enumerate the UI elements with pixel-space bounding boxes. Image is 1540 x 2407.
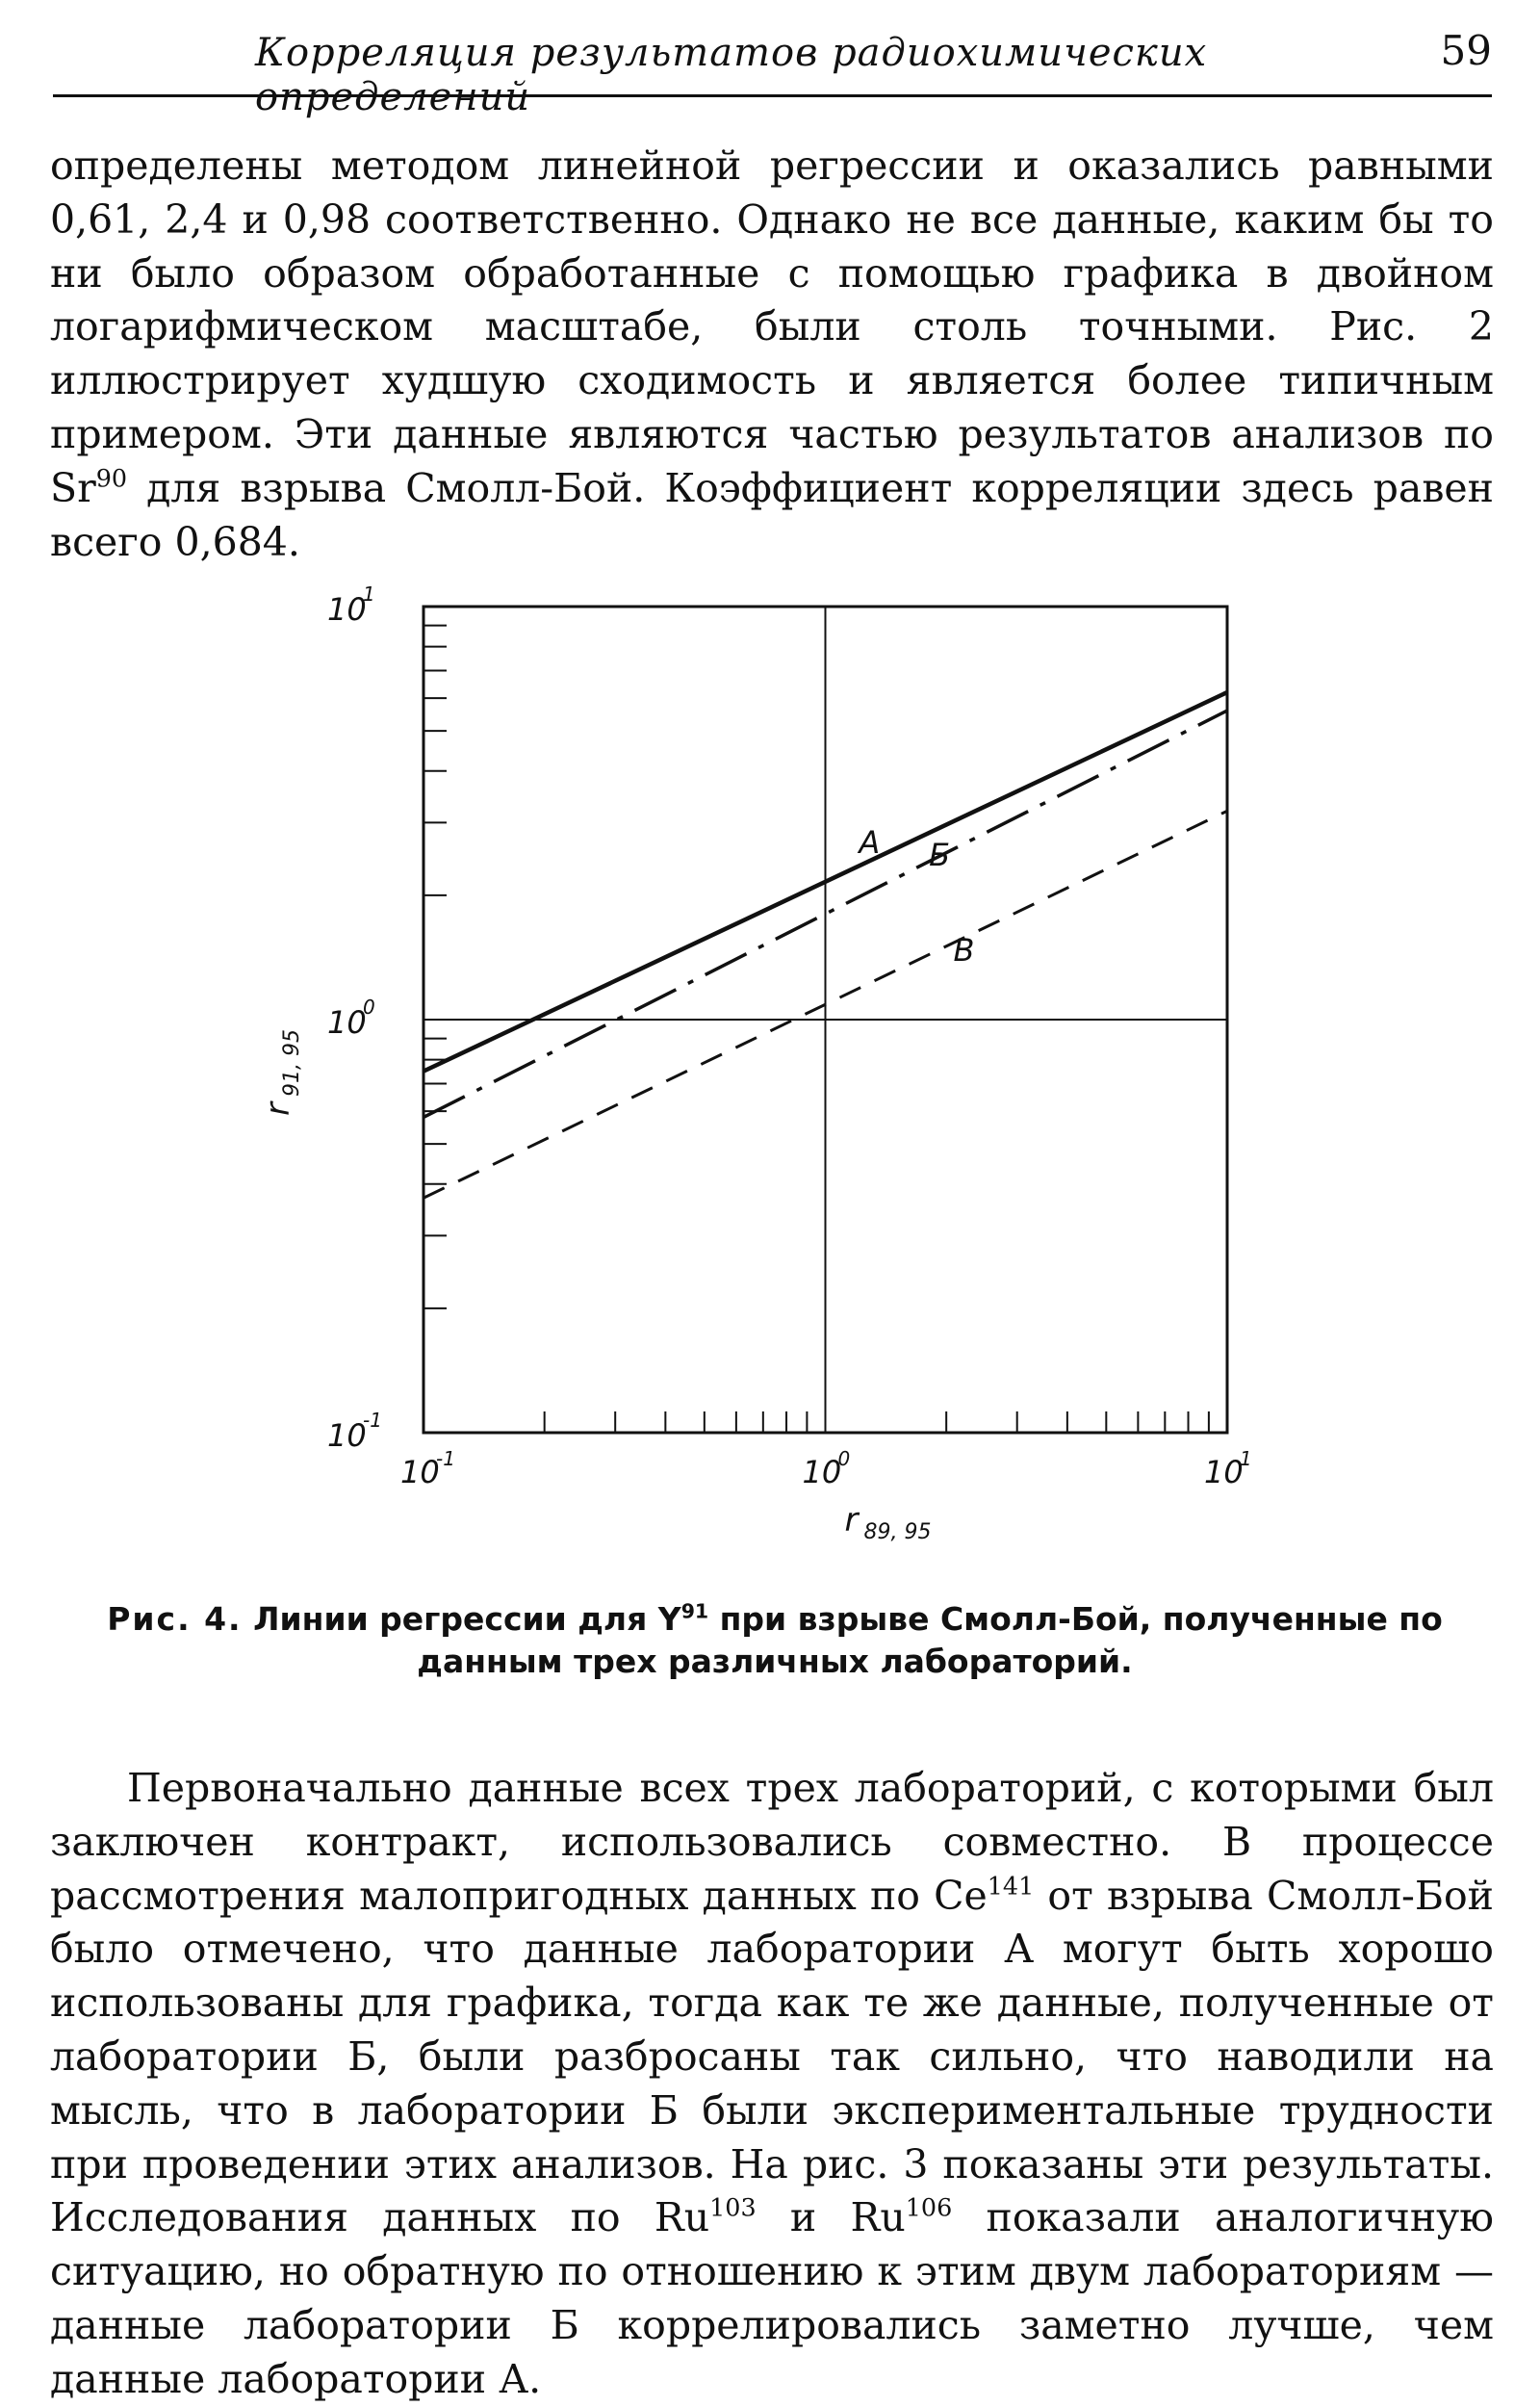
y-tick-exponent: 0 bbox=[363, 996, 375, 1019]
series-label-1: А bbox=[859, 824, 881, 862]
y-axis-label-subscript: 91, 95 bbox=[280, 1029, 304, 1097]
body-paragraph-2 bbox=[50, 1762, 1494, 2407]
figure-caption bbox=[58, 1598, 1492, 1683]
running-title: Корреляция результатов радиохимических определений bbox=[255, 31, 1208, 119]
x-tick-exponent: 1 bbox=[1240, 1447, 1252, 1470]
paragraph-text: и Ru bbox=[756, 2194, 906, 2241]
paragraph-text: определены методом линейной регрессии и оказались равными 0,61, 2,4 и 0,98 соответственно. Однако не все данные, каким бы то ни было образом обработанные с помощью графика в двойном логарифмическом масштабе, были столь точными. Рис. 2 иллюстрирует худшую сходимость и является более типичным примером. Эти данные являются частью результатов анализов по Sr bbox=[50, 142, 1494, 511]
paragraph-text: для взрыва Смолл-Бой. Коэффициент корреляции здесь равен всего 0,684. bbox=[50, 464, 1494, 565]
figure-number: Рис. 4. bbox=[107, 1600, 243, 1638]
superscript-isotope: 141 bbox=[987, 1870, 1035, 1900]
page-header bbox=[53, 27, 1492, 119]
series-label-3: В bbox=[953, 931, 975, 969]
paragraph-text: показали аналогичную ситуацию, но обратную по отношению к этим двум лабораториям — данные лаборатории Б коррелировались заметно лучше, чем данные лаборатории А. bbox=[50, 2194, 1495, 2402]
caption-superscript: 91 bbox=[680, 1599, 709, 1623]
x-axis-label: r bbox=[844, 1501, 859, 1540]
page-number: 59 bbox=[1440, 27, 1492, 74]
y-tick-label: 10 bbox=[327, 591, 367, 628]
caption-text: при взрыве Смолл-Бой, полученные по данным трех различных лабораторий. bbox=[417, 1600, 1443, 1680]
superscript-isotope: 106 bbox=[905, 2192, 953, 2222]
regression-chart bbox=[0, 568, 1540, 1569]
superscript-isotope: 90 bbox=[95, 463, 128, 493]
x-tick-label: 10 bbox=[400, 1454, 440, 1490]
regression-figure bbox=[0, 568, 1540, 1569]
x-tick-exponent: 0 bbox=[837, 1447, 851, 1470]
paragraph-text: от взрыва Смолл-Бой было отмечено, что данные лаборатории А могут быть хорошо использованы для графика, тогда как те же данные, полученные от лаборатории Б, были разбросаны так сильно, что наводили на мысль, что в лаборатории Б были экспериментальные трудности при проведении этих анализов. На рис. 3 показаны эти результаты. Исследования данных по Ru bbox=[50, 1872, 1495, 2241]
caption-text: Линии регрессии для Y bbox=[253, 1600, 681, 1638]
x-axis-label-subscript: 89, 95 bbox=[863, 1520, 932, 1544]
y-tick-label: 10 bbox=[327, 1004, 367, 1041]
body-paragraph-1 bbox=[50, 140, 1494, 569]
y-tick-label: 10 bbox=[327, 1417, 367, 1454]
x-tick-exponent: -1 bbox=[436, 1447, 455, 1470]
paragraph-text: Первоначально данные всех трех лабораторий, с которыми был заключен контракт, использовались совместно. В процессе рассмотрения малопригодных данных по Ce bbox=[50, 1765, 1494, 1919]
y-axis-label-group bbox=[259, 1029, 304, 1116]
y-axis-label: r bbox=[259, 1102, 297, 1116]
superscript-isotope: 103 bbox=[709, 2192, 757, 2222]
x-tick-label: 10 bbox=[1204, 1454, 1244, 1490]
x-tick-label: 10 bbox=[802, 1454, 842, 1490]
y-tick-exponent: -1 bbox=[363, 1409, 382, 1432]
series-label-2: Б bbox=[929, 837, 951, 874]
y-tick-exponent: 1 bbox=[363, 582, 375, 606]
